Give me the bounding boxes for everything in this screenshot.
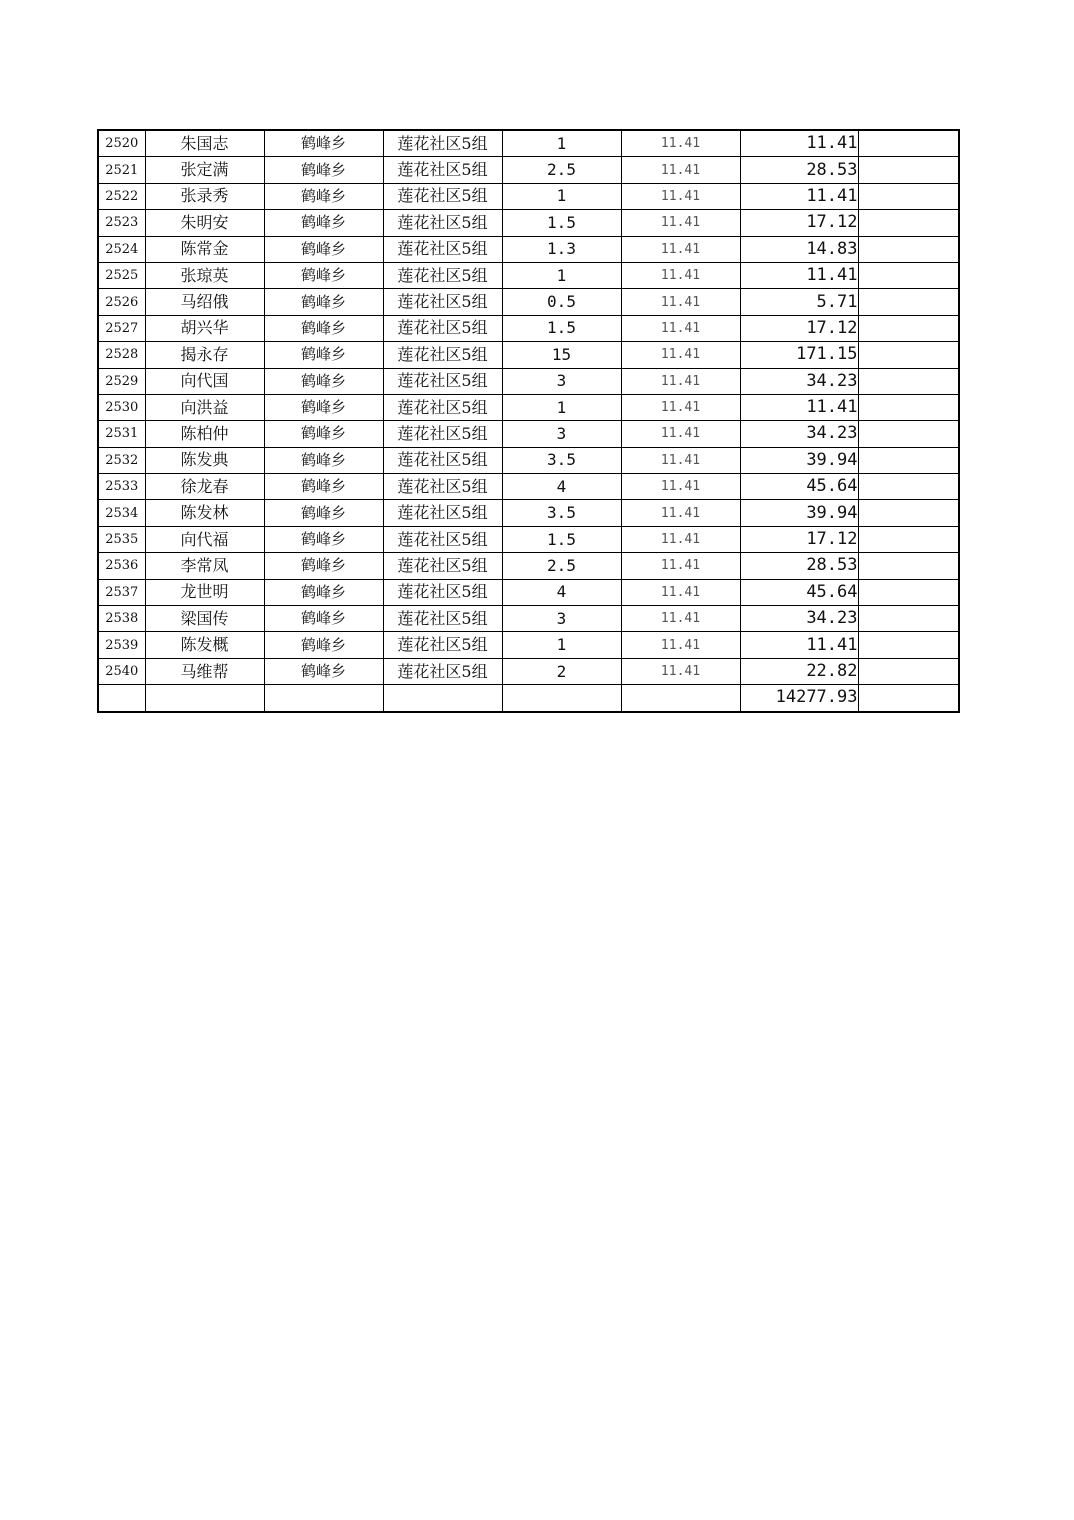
- cell-name: 李常凤: [145, 553, 264, 579]
- cell-price: 11.41: [621, 157, 740, 183]
- cell-note: [858, 157, 959, 183]
- cell-price: 11.41: [621, 526, 740, 552]
- cell-name: 龙世明: [145, 579, 264, 605]
- cell-group: 莲花社区5组: [383, 447, 502, 473]
- cell-name: 向洪益: [145, 394, 264, 420]
- cell-amount: 22.82: [740, 658, 858, 684]
- cell-amount: 5.71: [740, 289, 858, 315]
- cell-amount: 11.41: [740, 130, 858, 157]
- cell-price: 11.41: [621, 342, 740, 368]
- cell-id: 2524: [98, 236, 145, 262]
- cell-town: 鹤峰乡: [264, 157, 383, 183]
- cell-note: [858, 315, 959, 341]
- cell-town: 鹤峰乡: [264, 315, 383, 341]
- cell-qty: 1: [502, 394, 621, 420]
- cell-town: 鹤峰乡: [264, 394, 383, 420]
- cell-group: 莲花社区5组: [383, 526, 502, 552]
- cell-price: 11.41: [621, 210, 740, 236]
- cell-note: [858, 658, 959, 684]
- cell-price: 11.41: [621, 236, 740, 262]
- cell-group: 莲花社区5组: [383, 236, 502, 262]
- cell-qty: 2: [502, 658, 621, 684]
- cell-amount: 11.41: [740, 262, 858, 288]
- table-row: [98, 262, 959, 288]
- cell-id: 2540: [98, 658, 145, 684]
- cell-qty: 15: [502, 342, 621, 368]
- cell-town: 鹤峰乡: [264, 210, 383, 236]
- cell-name: 梁国传: [145, 606, 264, 632]
- cell-group: 莲花社区5组: [383, 368, 502, 394]
- cell-note: [858, 289, 959, 315]
- cell-town: 鹤峰乡: [264, 130, 383, 157]
- cell-id: 2534: [98, 500, 145, 526]
- cell-id: 2522: [98, 183, 145, 209]
- cell-id: 2520: [98, 130, 145, 157]
- cell-name: 向代国: [145, 368, 264, 394]
- cell-name: 向代福: [145, 526, 264, 552]
- cell-id: 2536: [98, 553, 145, 579]
- cell-group: 莲花社区5组: [383, 210, 502, 236]
- cell-qty: 1: [502, 183, 621, 209]
- table-row: [98, 315, 959, 341]
- cell-note: [858, 579, 959, 605]
- cell-price: 11.41: [621, 262, 740, 288]
- table-row: [98, 447, 959, 473]
- table-row: [98, 632, 959, 658]
- cell-group: 莲花社区5组: [383, 606, 502, 632]
- cell-amount: 28.53: [740, 553, 858, 579]
- cell-town: 鹤峰乡: [264, 342, 383, 368]
- table-row: [98, 421, 959, 447]
- cell-note: [858, 368, 959, 394]
- cell-id: 2532: [98, 447, 145, 473]
- cell-name: 陈发典: [145, 447, 264, 473]
- cell-group: 莲花社区5组: [383, 579, 502, 605]
- table-row: [98, 130, 959, 157]
- cell-price: 11.41: [621, 553, 740, 579]
- cell-qty: 2.5: [502, 553, 621, 579]
- cell-name: 张定满: [145, 157, 264, 183]
- cell-town: 鹤峰乡: [264, 658, 383, 684]
- cell-qty: 4: [502, 579, 621, 605]
- cell-qty: 1.5: [502, 526, 621, 552]
- data-table: [97, 129, 960, 713]
- cell-note: [858, 210, 959, 236]
- cell-amount: 34.23: [740, 421, 858, 447]
- cell-town: 鹤峰乡: [264, 368, 383, 394]
- cell-qty: 1.3: [502, 236, 621, 262]
- cell-qty: 3.5: [502, 500, 621, 526]
- cell-amount: 17.12: [740, 210, 858, 236]
- cell-amount: 28.53: [740, 157, 858, 183]
- cell-price: 11.41: [621, 632, 740, 658]
- cell-price: 11.41: [621, 315, 740, 341]
- cell-town: 鹤峰乡: [264, 526, 383, 552]
- cell-id: 2531: [98, 421, 145, 447]
- cell-qty: 1: [502, 130, 621, 157]
- cell-name: 陈柏仲: [145, 421, 264, 447]
- cell-qty: 3: [502, 606, 621, 632]
- table-row: [98, 157, 959, 183]
- cell-id: 2533: [98, 474, 145, 500]
- table-row: [98, 474, 959, 500]
- cell-group: 莲花社区5组: [383, 183, 502, 209]
- table-row: [98, 579, 959, 605]
- cell-qty: 3.5: [502, 447, 621, 473]
- cell-note: [858, 421, 959, 447]
- cell-group: 莲花社区5组: [383, 289, 502, 315]
- table-row: [98, 526, 959, 552]
- cell-price: 11.41: [621, 289, 740, 315]
- total-row: [98, 685, 959, 712]
- cell-town: 鹤峰乡: [264, 236, 383, 262]
- cell-qty: 1: [502, 632, 621, 658]
- cell-id: 2530: [98, 394, 145, 420]
- cell-note: [858, 130, 959, 157]
- cell-note: [858, 342, 959, 368]
- cell-amount: 39.94: [740, 447, 858, 473]
- total-amount: 14277.93: [740, 685, 858, 712]
- cell-name: 揭永存: [145, 342, 264, 368]
- cell-id: 2535: [98, 526, 145, 552]
- cell-name: [145, 685, 264, 712]
- cell-group: 莲花社区5组: [383, 474, 502, 500]
- table-body: [98, 130, 959, 712]
- cell-qty: 1.5: [502, 210, 621, 236]
- cell-town: 鹤峰乡: [264, 553, 383, 579]
- cell-group: 莲花社区5组: [383, 500, 502, 526]
- cell-id: [98, 685, 145, 712]
- cell-price: 11.41: [621, 606, 740, 632]
- table-row: [98, 210, 959, 236]
- table-row: [98, 183, 959, 209]
- table-row: [98, 368, 959, 394]
- cell-id: 2538: [98, 606, 145, 632]
- cell-name: 张琼英: [145, 262, 264, 288]
- cell-amount: 17.12: [740, 526, 858, 552]
- cell-name: 陈发概: [145, 632, 264, 658]
- cell-town: 鹤峰乡: [264, 447, 383, 473]
- cell-amount: 45.64: [740, 474, 858, 500]
- cell-qty: [502, 685, 621, 712]
- cell-name: 张录秀: [145, 183, 264, 209]
- cell-qty: 4: [502, 474, 621, 500]
- cell-town: 鹤峰乡: [264, 579, 383, 605]
- cell-note: [858, 447, 959, 473]
- cell-group: 莲花社区5组: [383, 658, 502, 684]
- cell-name: 朱明安: [145, 210, 264, 236]
- cell-qty: 1.5: [502, 315, 621, 341]
- cell-group: 莲花社区5组: [383, 421, 502, 447]
- cell-amount: 45.64: [740, 579, 858, 605]
- cell-id: 2539: [98, 632, 145, 658]
- cell-amount: 11.41: [740, 183, 858, 209]
- cell-group: 莲花社区5组: [383, 394, 502, 420]
- cell-town: 鹤峰乡: [264, 183, 383, 209]
- cell-town: 鹤峰乡: [264, 262, 383, 288]
- cell-town: 鹤峰乡: [264, 606, 383, 632]
- cell-town: 鹤峰乡: [264, 500, 383, 526]
- cell-note: [858, 685, 959, 712]
- cell-amount: 34.23: [740, 606, 858, 632]
- cell-town: 鹤峰乡: [264, 632, 383, 658]
- cell-name: 马维帮: [145, 658, 264, 684]
- cell-group: 莲花社区5组: [383, 130, 502, 157]
- cell-town: 鹤峰乡: [264, 421, 383, 447]
- cell-group: 莲花社区5组: [383, 315, 502, 341]
- cell-amount: 171.15: [740, 342, 858, 368]
- table-row: [98, 236, 959, 262]
- cell-name: 朱国志: [145, 130, 264, 157]
- cell-amount: 39.94: [740, 500, 858, 526]
- cell-qty: 2.5: [502, 157, 621, 183]
- table-row: [98, 342, 959, 368]
- cell-id: 2537: [98, 579, 145, 605]
- cell-town: 鹤峰乡: [264, 289, 383, 315]
- cell-town: 鹤峰乡: [264, 474, 383, 500]
- cell-qty: 1: [502, 262, 621, 288]
- cell-price: 11.41: [621, 394, 740, 420]
- cell-note: [858, 526, 959, 552]
- cell-note: [858, 262, 959, 288]
- cell-qty: 3: [502, 368, 621, 394]
- cell-group: 莲花社区5组: [383, 632, 502, 658]
- cell-price: 11.41: [621, 579, 740, 605]
- cell-group: [383, 685, 502, 712]
- cell-group: 莲花社区5组: [383, 553, 502, 579]
- cell-price: 11.41: [621, 447, 740, 473]
- cell-id: 2523: [98, 210, 145, 236]
- cell-amount: 17.12: [740, 315, 858, 341]
- cell-price: 11.41: [621, 421, 740, 447]
- cell-qty: 3: [502, 421, 621, 447]
- cell-amount: 11.41: [740, 394, 858, 420]
- cell-id: 2525: [98, 262, 145, 288]
- cell-id: 2521: [98, 157, 145, 183]
- cell-note: [858, 394, 959, 420]
- cell-qty: 0.5: [502, 289, 621, 315]
- cell-price: [621, 685, 740, 712]
- cell-price: 11.41: [621, 183, 740, 209]
- cell-name: 陈常金: [145, 236, 264, 262]
- cell-amount: 34.23: [740, 368, 858, 394]
- cell-name: 胡兴华: [145, 315, 264, 341]
- cell-group: 莲花社区5组: [383, 262, 502, 288]
- table-row: [98, 606, 959, 632]
- cell-group: 莲花社区5组: [383, 342, 502, 368]
- table-row: [98, 658, 959, 684]
- cell-note: [858, 236, 959, 262]
- cell-id: 2526: [98, 289, 145, 315]
- cell-id: 2527: [98, 315, 145, 341]
- table-row: [98, 394, 959, 420]
- cell-note: [858, 553, 959, 579]
- cell-amount: 11.41: [740, 632, 858, 658]
- cell-id: 2528: [98, 342, 145, 368]
- cell-name: 陈发林: [145, 500, 264, 526]
- cell-note: [858, 632, 959, 658]
- cell-note: [858, 183, 959, 209]
- table-row: [98, 553, 959, 579]
- table-row: [98, 289, 959, 315]
- cell-id: 2529: [98, 368, 145, 394]
- cell-price: 11.41: [621, 368, 740, 394]
- cell-note: [858, 474, 959, 500]
- cell-price: 11.41: [621, 130, 740, 157]
- cell-price: 11.41: [621, 658, 740, 684]
- cell-amount: 14.83: [740, 236, 858, 262]
- cell-note: [858, 500, 959, 526]
- table-row: [98, 500, 959, 526]
- cell-town: [264, 685, 383, 712]
- cell-name: 徐龙春: [145, 474, 264, 500]
- cell-group: 莲花社区5组: [383, 157, 502, 183]
- cell-name: 马绍俄: [145, 289, 264, 315]
- cell-price: 11.41: [621, 500, 740, 526]
- cell-note: [858, 606, 959, 632]
- cell-price: 11.41: [621, 474, 740, 500]
